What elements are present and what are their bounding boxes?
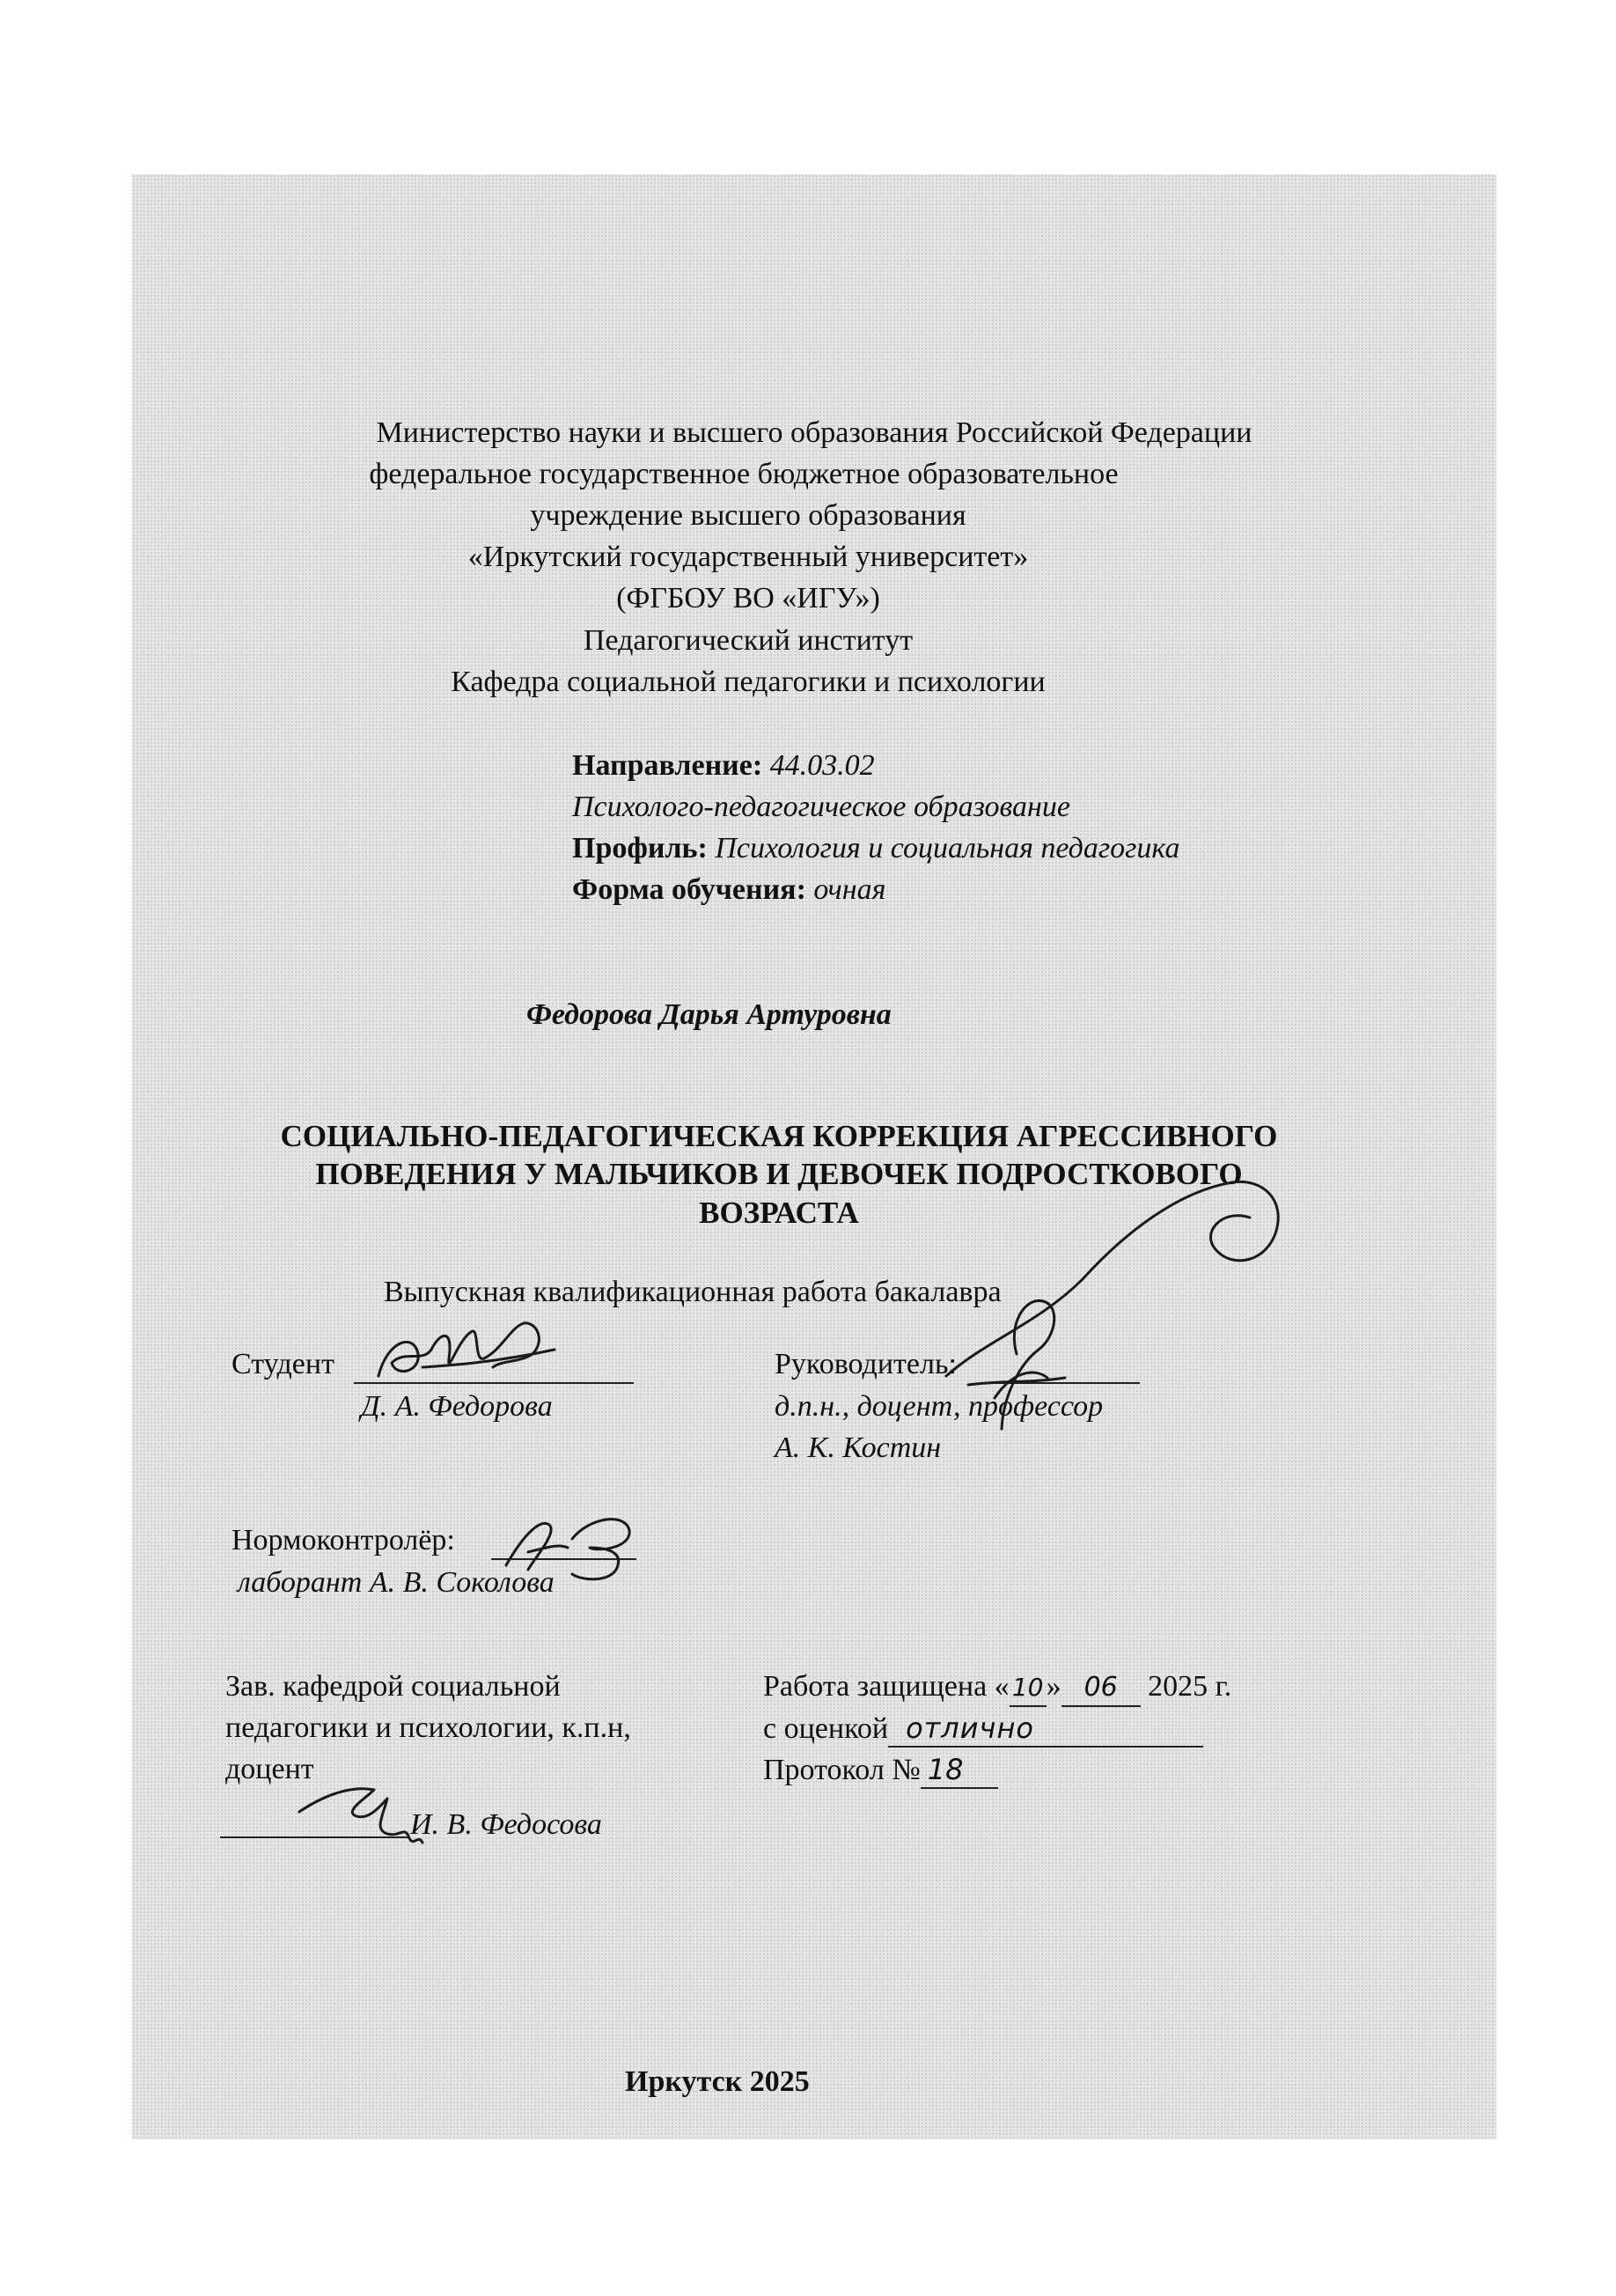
normcontrol-label: Нормоконтролёр: xyxy=(231,1524,455,1556)
author-name: Федорова Дарья Артуровна xyxy=(526,998,892,1031)
study-form-row xyxy=(572,872,885,908)
head-title-line-3: доцент xyxy=(225,1753,314,1785)
defense-prefix: Работа защищена « xyxy=(763,1670,1010,1703)
thesis-title-line-2: ПОВЕДЕНИЯ У МАЛЬЧИКОВ И ДЕВОЧЕК ПОДРОСТКОВОГО xyxy=(315,1157,1243,1191)
university-name: «Иркутский государственный университет» xyxy=(467,541,1029,573)
defense-day: 10 xyxy=(1010,1670,1047,1707)
student-name: Д. А. Федорова xyxy=(361,1390,553,1423)
supervisor-name: А. К. Костин xyxy=(775,1431,942,1464)
defense-quote-close: » xyxy=(1046,1670,1061,1703)
city-year: Иркутск 2025 xyxy=(625,2065,810,2098)
study-form-value: очная xyxy=(813,873,886,906)
work-type: Выпускная квалификационная работа бакалавра xyxy=(384,1276,1002,1308)
protocol-row xyxy=(763,1752,998,1789)
institution-line-2: учреждение высшего образования xyxy=(530,499,966,532)
institute-name: Педагогический институт xyxy=(583,624,914,657)
defense-month: 06 xyxy=(1061,1670,1141,1707)
normcontrol-name: лаборант А. В. Соколова xyxy=(238,1566,555,1599)
supervisor-degree: д.п.н., доцент, профессор xyxy=(775,1390,1104,1423)
ministry-line: Министерство науки и высшего образования Российской Федерации xyxy=(376,416,1252,449)
protocol-number: 18 xyxy=(921,1752,998,1789)
direction-row xyxy=(572,748,875,784)
university-abbr: (ФГБОУ ВО «ИГУ») xyxy=(616,582,880,614)
department-name: Кафедра социальной педагогики и психологии xyxy=(451,666,1046,698)
thesis-title-line-1: СОЦИАЛЬНО-ПЕДАГОГИЧЕСКАЯ КОРРЕКЦИЯ АГРЕССИВНОГО xyxy=(280,1119,1278,1153)
student-label: Студент xyxy=(231,1348,334,1380)
protocol-label: Протокол № xyxy=(763,1754,921,1786)
supervisor-label: Руководитель: xyxy=(775,1348,957,1380)
head-title-line-1: Зав. кафедрой социальной xyxy=(225,1670,561,1703)
profile-label: Профиль: xyxy=(572,832,708,865)
direction-label: Направление: xyxy=(572,749,763,782)
grade-row xyxy=(763,1711,1203,1748)
profile-row xyxy=(572,831,1179,866)
institution-line-1: федеральное государственное бюджетное образовательное xyxy=(369,458,1119,490)
scanned-page xyxy=(132,174,1496,2139)
grade-value: отлично xyxy=(888,1711,1203,1748)
grade-label: с оценкой xyxy=(763,1712,889,1745)
defense-year: 2025 г. xyxy=(1148,1670,1232,1703)
student-signature xyxy=(370,1314,563,1389)
study-form-label: Форма обучения: xyxy=(572,873,806,906)
head-name: И. В. Федосова xyxy=(410,1808,602,1841)
profile-value: Психология и социальная педагогика xyxy=(715,832,1180,865)
direction-name: Психолого-педагогическое образование xyxy=(572,791,1070,823)
thesis-title-line-3: ВОЗРАСТА xyxy=(699,1196,859,1230)
head-title-line-2: педагогики и психологии, к.п.н, xyxy=(225,1711,631,1744)
direction-code: 44.03.02 xyxy=(769,749,875,782)
defense-date-row xyxy=(763,1669,1231,1707)
supervisor-signature xyxy=(863,1147,1276,1438)
